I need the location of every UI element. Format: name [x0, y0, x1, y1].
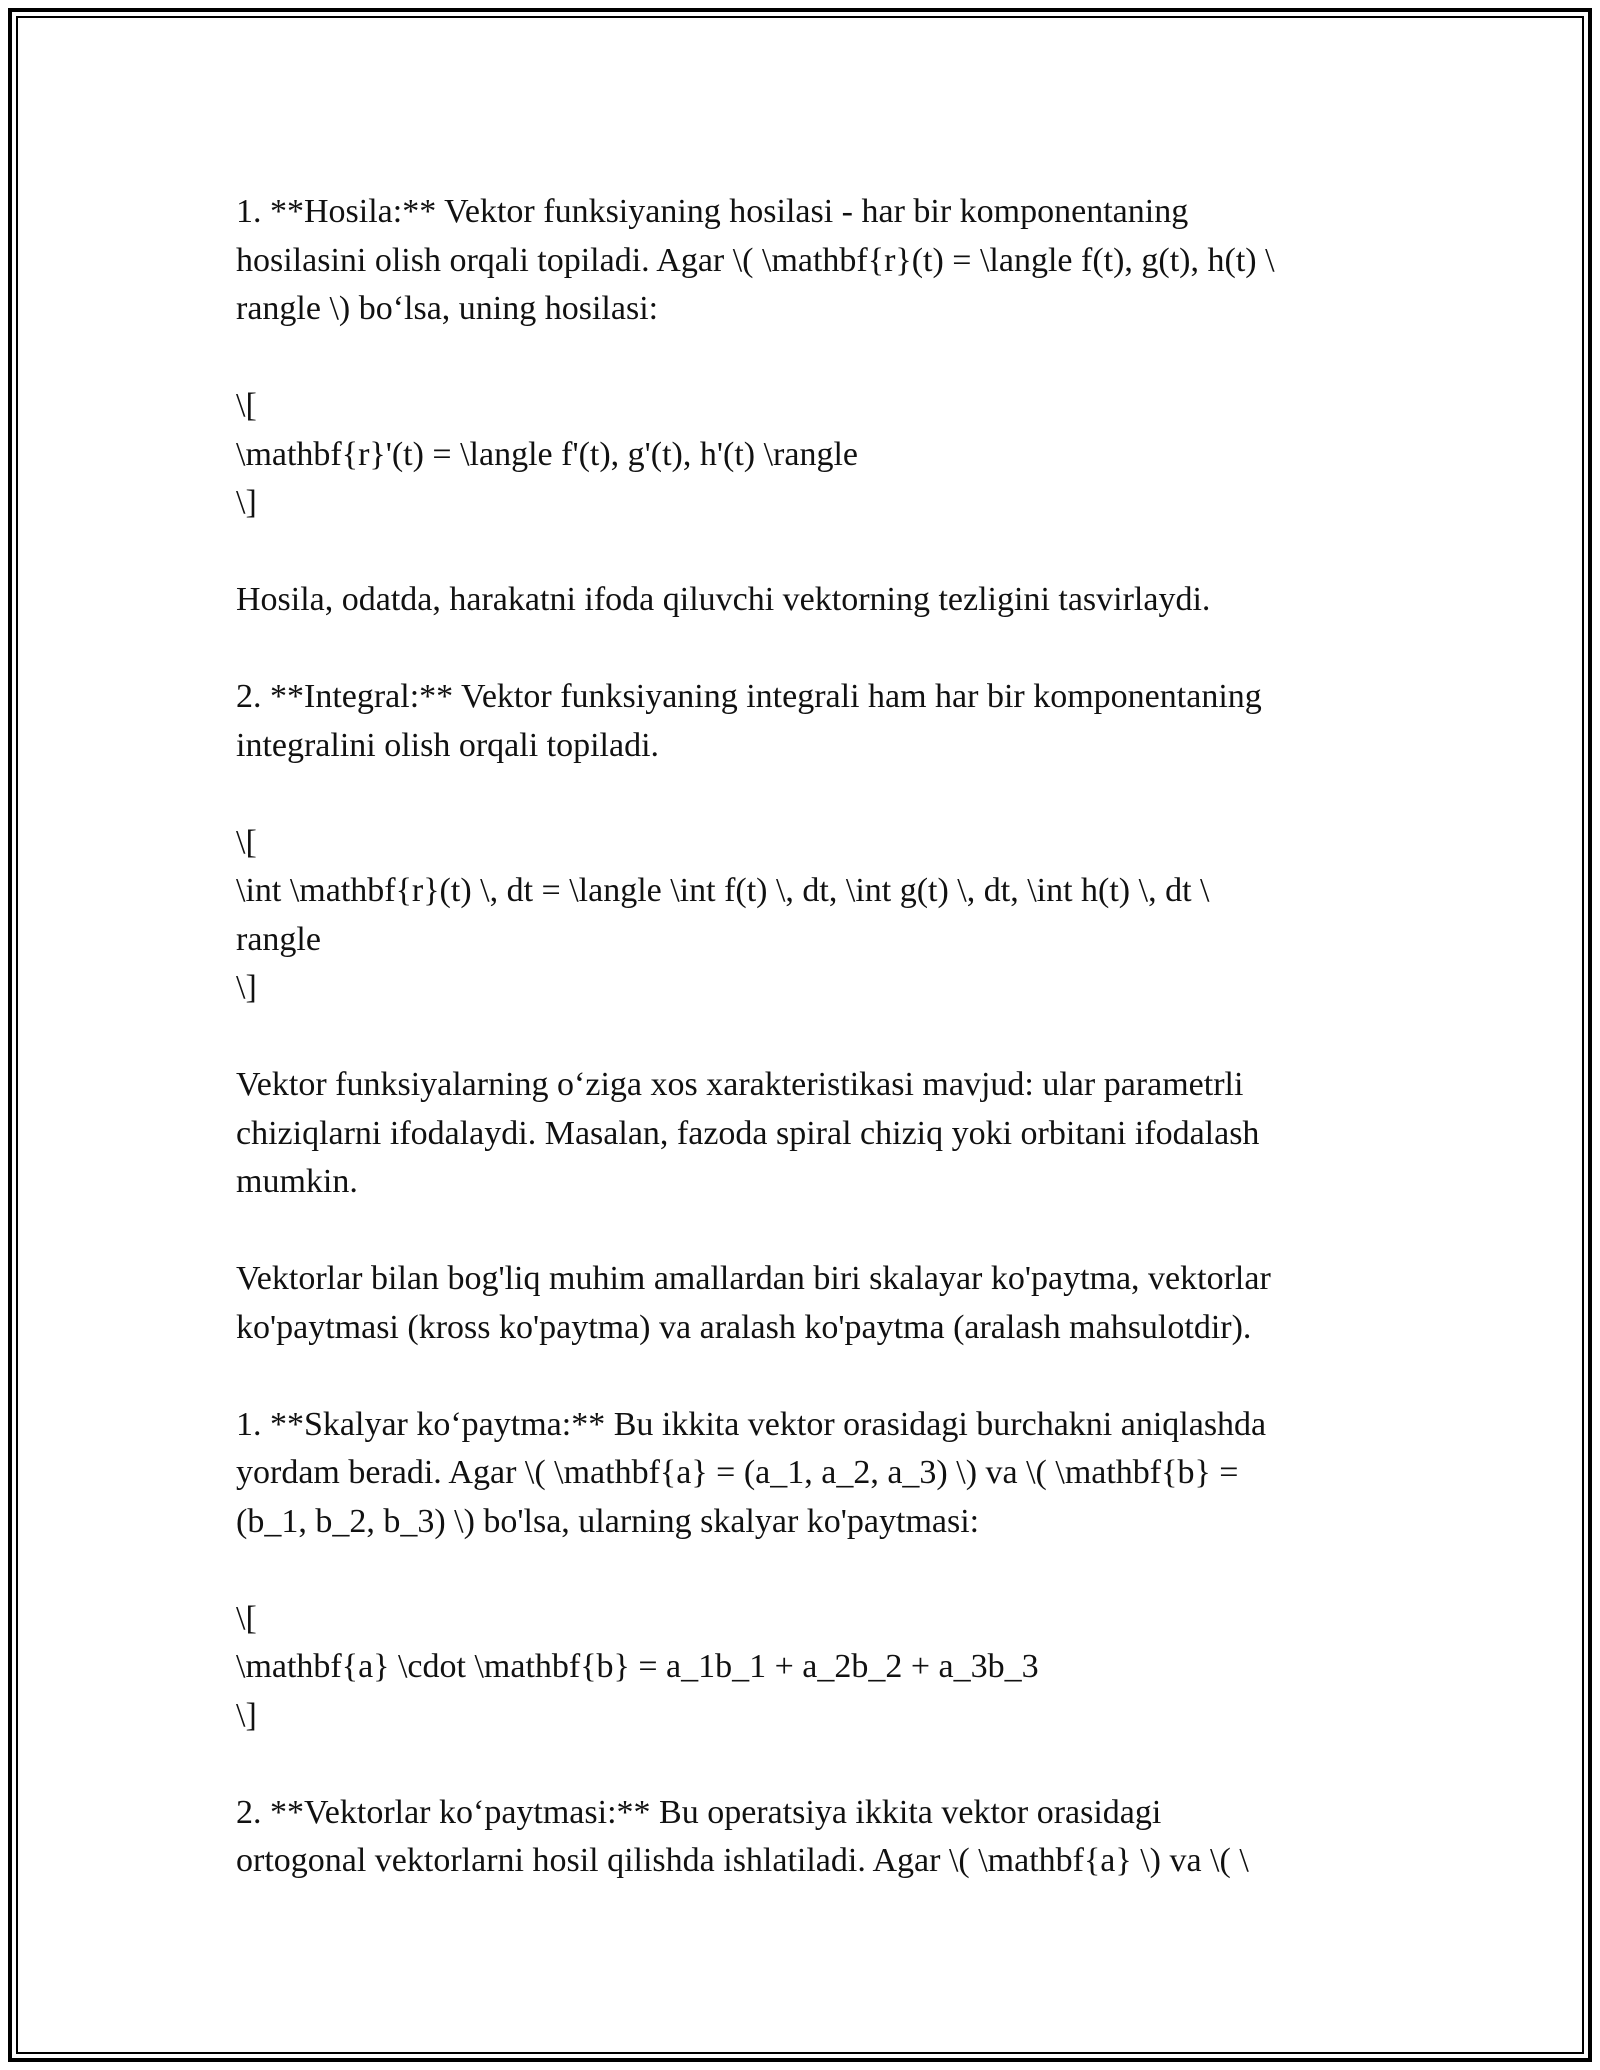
text-line: Vektorlar bilan bog'liq muhim amallardan biri skalayar ko'paytma, vektorlar	[236, 1260, 1271, 1297]
paragraph	[236, 188, 1366, 334]
paragraph	[236, 819, 1366, 1013]
text-line: \]	[236, 484, 257, 521]
text-line: Vektor funksiyalarning o‘ziga xos xarakteristikasi mavjud: ular parametrli	[236, 1066, 1244, 1103]
text-line: \]	[236, 969, 257, 1006]
text-line: mumkin.	[236, 1163, 358, 1200]
text-line: hosilasini olish orqali topiladi. Agar \( \mathbf{r}(t) = \langle f(t), g(t), h(t) \	[236, 241, 1275, 279]
paragraph	[236, 576, 1366, 625]
text-line: Hosila, odatda, harakatni ifoda qiluvchi vektorning tezligini tasvirlaydi.	[236, 581, 1211, 618]
paragraph	[236, 382, 1366, 528]
text-line: (b_1, b_2, b_3) \) bo'lsa, ularning skalyar ko'paytmasi:	[236, 1502, 980, 1540]
text-line: \[	[236, 1599, 257, 1637]
text-line: rangle \) bo‘lsa, uning hosilasi:	[236, 290, 659, 327]
text-line: ko'paytmasi (kross ko'paytma) va aralash ko'paytma (aralash mahsulotdir).	[236, 1308, 1252, 1346]
paragraph	[236, 673, 1366, 770]
text-line: ortogonal vektorlarni hosil qilishda ishlatiladi. Agar \( \mathbf{a} \) va \( \	[236, 1842, 1249, 1879]
paragraph	[236, 1595, 1366, 1741]
text-line: 1. **Hosila:** Vektor funksiyaning hosilasi - har bir komponentaning	[236, 193, 1189, 230]
text-line: \mathbf{a} \cdot \mathbf{b} = a_1b_1 + a_2b_2 + a_3b_3	[236, 1648, 1039, 1685]
paragraph	[236, 1061, 1366, 1207]
paragraph	[236, 1401, 1366, 1547]
text-line: 2. **Vektorlar ko‘paytmasi:** Bu operatsiya ikkita vektor orasidagi	[236, 1793, 1162, 1831]
text-line: yordam beradi. Agar \( \mathbf{a} = (a_1, a_2, a_3) \) va \( \mathbf{b} =	[236, 1454, 1239, 1491]
text-line: rangle	[236, 920, 321, 958]
text-line: \[	[236, 823, 257, 861]
text-line: 2. **Integral:** Vektor funksiyaning integrali ham har bir komponentaning	[236, 678, 1262, 715]
document-body	[236, 188, 1366, 1934]
text-line: integralini olish orqali topiladi.	[236, 726, 660, 764]
paragraph	[236, 1255, 1366, 1352]
text-line: \]	[236, 1696, 257, 1734]
text-line: \[	[236, 387, 257, 424]
text-line: \mathbf{r}'(t) = \langle f'(t), g'(t), h'(t) \rangle	[236, 435, 858, 473]
text-line: 1. **Skalyar ko‘paytma:** Bu ikkita vektor orasidagi burchakni aniqlashda	[236, 1405, 1267, 1443]
text-line: chiziqlarni ifodalaydi. Masalan, fazoda spiral chiziq yoki orbitani ifodalash	[236, 1114, 1260, 1152]
paragraph	[236, 1789, 1366, 1886]
text-line: \int \mathbf{r}(t) \, dt = \langle \int f(t) \, dt, \int g(t) \, dt, \int h(t) \, dt \	[236, 872, 1210, 909]
